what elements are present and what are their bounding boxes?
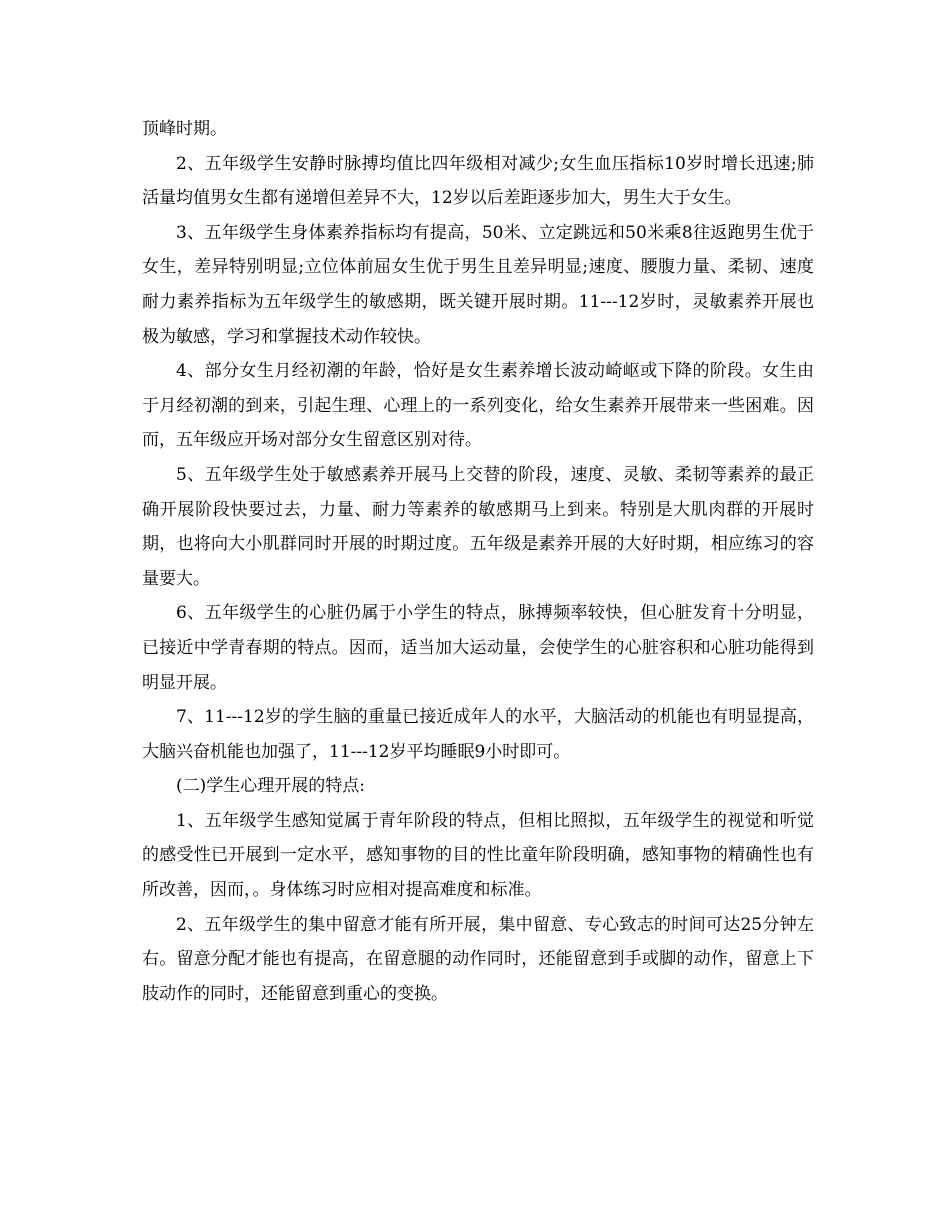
paragraph-pulse-blood-pressure: 2、五年级学生安静时脉搏均值比四年级相对减少;女生血压指标10岁时增长迅速;肺活量均值男女生都有递增但差异不大，12岁以后差距逐步加大，男生大于女生。 — [142, 153, 814, 209]
paragraph-sensitive-period: 5、五年级学生处于敏感素养开展马上交替的阶段，速度、灵敏、柔韧等素养的最正确开展阶段快要过去，力量、耐力等素养的敏感期马上到来。特别是大肌肉群的开展时期，也将向大小肌群同时开展的时期过度。五年级是素养开展的大好时期，相应练习的容量要大。 — [142, 464, 814, 589]
paragraph-perception: 1、五年级学生感知觉属于青年阶段的特点，但相比照拟，五年级学生的视觉和听觉的感受性已开展到一定水平，感知事物的目的性比童年阶段明确，感知事物的精确性也有所改善，因而，。身体练习时应相对提高难度和标准。 — [142, 810, 814, 901]
paragraph-menarche: 4、部分女生月经初潮的年龄，恰好是女生素养增长波动崎岖或下降的阶段。女生由于月经初潮的到来，引起生理、心理上的一系列变化，给女生素养开展带来一些困难。因而，五年级应开场对部分女生留意区别对待。 — [142, 361, 814, 451]
paragraph-heart: 6、五年级学生的心脏仍属于小学生的特点，脉搏频率较快，但心脏发育十分明显，已接近中学青春期的特点。因而，适当加大运动量，会使学生的心脏容积和心脏功能得到明显开展。 — [142, 603, 814, 693]
section-heading-psychology: (二)学生心理开展的特点: — [176, 776, 365, 797]
paragraph-brain: 7、11---12岁的学生脑的重量已接近成年人的水平，大脑活动的机能也有明显提高，大脑兴奋机能也加强了，11---12岁平均睡眠9小时即可。 — [142, 707, 814, 762]
paragraph-physical-fitness: 3、五年级学生身体素养指标均有提高，50米、立定跳远和50米乘8往返跑男生优于女生，差异特别明显;立位体前屈女生优于男生且差异明显;速度、腰腹力量、柔韧、速度耐力素养指标为五年级学生的敏感期，既关键开展时期。11---12岁时，灵敏素养开展也极为敏感，学习和掌握技术动作较快。 — [142, 222, 814, 347]
document-body — [142, 112, 814, 1011]
paragraph-attention: 2、五年级学生的集中留意才能有所开展，集中留意、专心致志的时间可达25分钟左右。留意分配才能也有提高，在留意腿的动作同时，还能留意到手或脚的动作，留意上下肢动作的同时，还能留意到重心的变换。 — [142, 914, 814, 1004]
paragraph-continuation: 顶峰时期。 — [142, 119, 227, 139]
